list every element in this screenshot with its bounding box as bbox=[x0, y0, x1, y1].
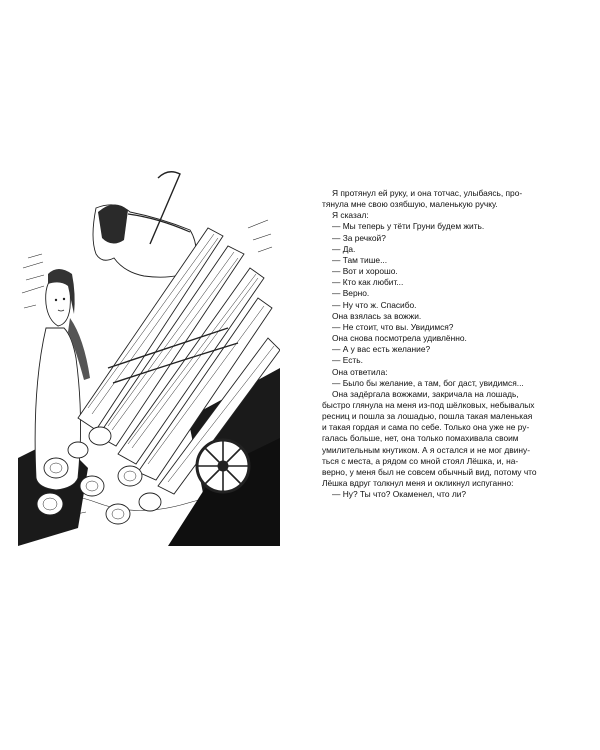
text-line: тянула мне свою озябшую, маленькую ручку. bbox=[322, 199, 498, 210]
text-line: — Не стоит, что вы. Увидимся? bbox=[332, 321, 454, 332]
text-line: галась больше, нет, она только помахивала своим bbox=[322, 433, 519, 444]
text-line: Она снова посмотрела удивлённо. bbox=[332, 333, 467, 344]
illustration-drawing bbox=[18, 168, 280, 546]
text-line: умилительным кнутиком. А я остался и не мог двину- bbox=[322, 444, 530, 455]
text-line: Она задёргала вожжами, закричала на лошадь, bbox=[332, 388, 519, 399]
horse bbox=[93, 172, 196, 277]
text-line: Я сказал: bbox=[332, 210, 369, 221]
text-line: — Да. bbox=[332, 243, 356, 254]
text-line: верно, у меня был не совсем обычный вид, потому что bbox=[322, 466, 537, 477]
text-line: Она ответила: bbox=[332, 366, 388, 377]
text-line: — Есть. bbox=[332, 355, 363, 366]
text-line: — Кто как любит... bbox=[332, 277, 404, 288]
text-line: — Ну что ж. Спасибо. bbox=[332, 299, 417, 310]
text-line: Лёшка вдруг толкнул меня и окликнул испуганно: bbox=[322, 478, 514, 489]
text-line: Она взялась за вожжи. bbox=[332, 310, 422, 321]
text-line: быстро глянула на меня из-под шёлковых, небывалых bbox=[322, 399, 535, 410]
text-line: — Мы теперь у тёти Груни будем жить. bbox=[332, 221, 485, 232]
text-line: — Ну? Ты что? Окаменел, что ли? bbox=[332, 489, 467, 500]
text-line: — Верно. bbox=[332, 288, 370, 299]
text-line: ресниц и пошла за лошадью, пошла такая маленькая bbox=[322, 411, 533, 422]
text-line: — А у вас есть желание? bbox=[332, 344, 431, 355]
text-page bbox=[322, 188, 584, 500]
text-line: — Было бы желание, а там, бог даст, увидимся... bbox=[332, 377, 524, 388]
text-line: Я протянул ей руку, и она тотчас, улыбаясь, про- bbox=[332, 188, 523, 198]
text-line: и такая гордая и сама по себе. Только она уже не ру- bbox=[322, 422, 530, 433]
text-line: — За речкой? bbox=[332, 232, 386, 243]
text-line: ться с места, а рядом со мной стоял Лёшка, и, на- bbox=[322, 455, 519, 466]
text-line: — Там тише... bbox=[332, 254, 388, 265]
illustration bbox=[18, 168, 280, 546]
text-line: — Вот и хорошо. bbox=[332, 266, 398, 277]
cart-wheel bbox=[197, 440, 249, 492]
